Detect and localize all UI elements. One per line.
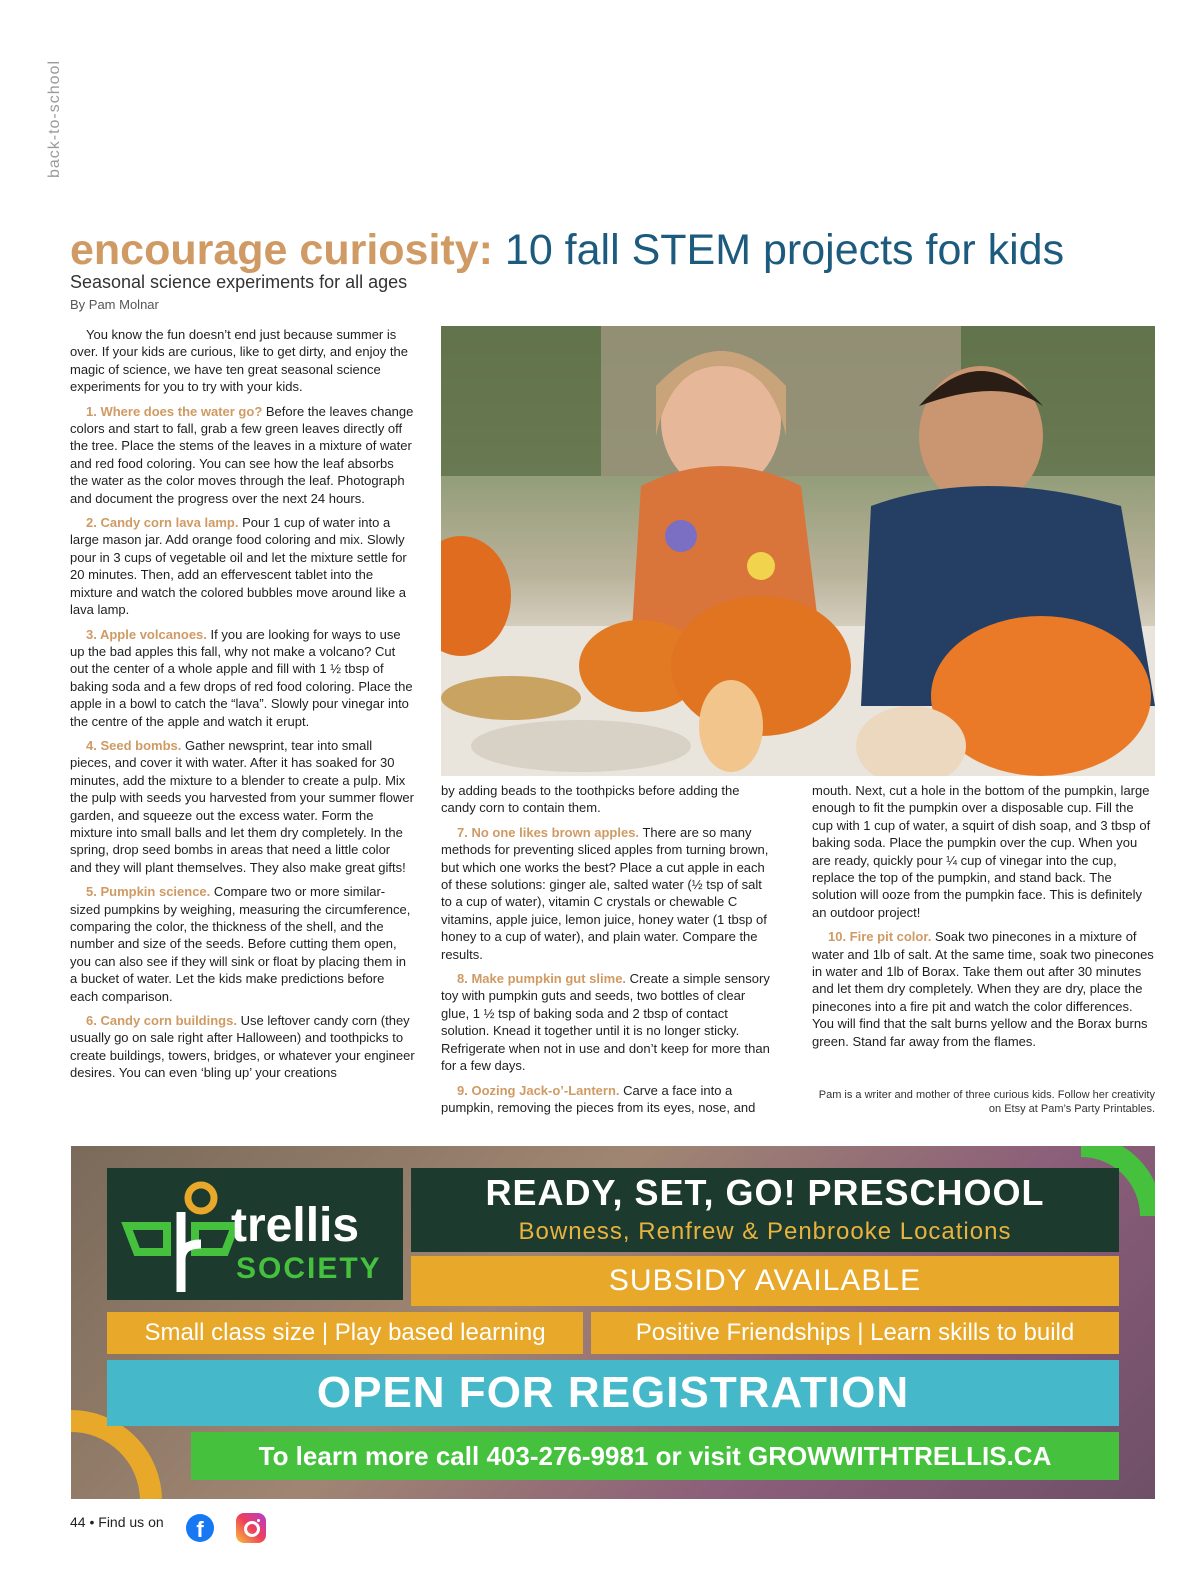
facebook-icon[interactable]: f	[186, 1514, 214, 1542]
trellis-logo-word: trellis	[231, 1199, 360, 1252]
project-8-body: Create a simple sensory toy with pumpkin guts and seeds, two bottles of clear glue, 1 ½ tsp of baking soda and 2 tbsp of contact solution. Knead it together until it is no longer sticky. Refrigerate when not in use and don’t keep for more than for a few days.	[441, 971, 770, 1074]
byline: By Pam Molnar	[70, 297, 159, 312]
project-4-body: Gather newsprint, tear into small pieces, and cover it with water. After it has soaked for 30 minutes, add the mixture to a blender to create a pulp. Mix the pulp with seeds you harvested from your summer flower garden, and squeeze out the excess water. Form the mixture into small balls and let them dry completely. In the spring, drop seed bombs in areas that need a little color and they will plant themselves. They also make great gifts!	[70, 737, 414, 875]
project-9-body: Carve a face into a pumpkin, removing the pieces from its eyes, nose, and	[441, 1082, 756, 1115]
project-1-lead: 1. Where does the water go?	[86, 403, 263, 419]
project-3-lead: 3. Apple volcanoes.	[86, 626, 207, 642]
project-4	[70, 737, 415, 876]
project-3	[70, 626, 415, 730]
project-5-body: Compare two or more similar-sized pumpkins by weighing, measuring the circumference, comparing the color, the thickness of the shell, and the number and size of the seeds. Before cutting them open, you can also see if they will sink or float by placing them in a bucket of water. Let the kids make predictions before each comparison.	[70, 884, 411, 1004]
project-1-body: Before the leaves change colors and start to fall, grab a few green leaves directly off the tree. Place the stems of the leaves in a mixture of water and red food coloring. You can see how the leaf absorbs the water as the color moves through the leaf. Photograph and document the progress over the next 24 hours.	[70, 403, 414, 506]
project-7-lead: 7. No one likes brown apples.	[457, 824, 640, 840]
project-2-body: Pour 1 cup of water into a large mason jar. Add orange food coloring and mix. Slowly pour in 3 cups of vegetable oil and let the mixture settle for 20 minutes. Then, add an effervescent tablet into the mixture and watch the colored bubbles move around like a lava lamp.	[70, 515, 407, 618]
project-10-body: Soak two pinecones in a mixture of water and 1lb of salt. At the same time, soak two pinecones in water and 1lb of Borax. Take them out after 30 minutes and let them dry completely. When they are dry, place the pinecones into a fire pit and watch the color differences. You will find that the salt burns yellow and the Borax burns green. Stand far away from the flames.	[812, 929, 1154, 1049]
kids-pumpkins-photo	[441, 326, 1155, 776]
project-8	[441, 970, 773, 1074]
column-2	[441, 782, 773, 1123]
ad-feature-1: Small class size | Play based learning	[107, 1312, 583, 1354]
headline-part2: 10 fall STEM projects for kids	[504, 226, 1065, 274]
project-4-lead: 4. Seed bombs.	[86, 737, 182, 753]
section-tag-label: back-to-school	[46, 59, 63, 179]
page-number: 44	[70, 1514, 86, 1530]
article-headline	[70, 222, 1160, 278]
project-5-lead: 5. Pumpkin science.	[86, 884, 211, 900]
project-6-lead: 6. Candy corn buildings.	[86, 1013, 237, 1029]
project-9-continued: mouth. Next, cut a hole in the bottom of the pumpkin, large enough to fit the pumpkin over a disposable cup. Fill the cup with 1 cup of water, a squirt of dish soap, and 3 tbsp of baking soda. Place the pumpkin over the cup. When you are ready, quickly pour ¼ cup of vinegar into the cup, replace the top of the pumpkin, and stand back. The solution will ooze from the pumpkin face. This is definitely an outdoor project!	[812, 783, 1151, 920]
instagram-icon[interactable]	[236, 1513, 266, 1543]
ad-locations: Bowness, Renfrew & Penbrooke Locations	[518, 1218, 1012, 1245]
project-3-body: If you are looking for ways to use up the bad apples this fall, why not make a volcano? Cut out the center of a whole apple and fill with 1 ½ tbsp of baking soda and a few drops of red food coloring. Place the apple in a bowl to catch the “lava”. Slowly pour vinegar into the centre of the apple and watch it erupt.	[70, 626, 413, 729]
project-10-lead: 10. Fire pit color.	[828, 929, 932, 945]
project-5	[70, 883, 415, 1005]
ad-feature-2: Positive Friendships | Learn skills to build	[591, 1312, 1119, 1354]
project-6	[70, 1012, 415, 1082]
footer-bullet: •	[89, 1514, 95, 1530]
trellis-sprout-icon	[115, 1168, 245, 1300]
column-3	[812, 782, 1155, 1057]
project-2	[70, 514, 415, 618]
photo-illustration	[441, 326, 1155, 776]
project-6-body: Use leftover candy corn (they usually go on sale right after Halloween) and toothpicks to create buildings, towers, bridges, or whatever your engineer desires. You can even ‘bling up’ your creations	[70, 1013, 415, 1081]
project-6-continued: by adding beads to the toothpicks before adding the candy corn to contain them.	[441, 783, 740, 816]
article-subhead: Seasonal science experiments for all ages	[70, 272, 408, 292]
project-9	[441, 1082, 773, 1117]
column-1	[70, 326, 415, 1089]
project-7-body: There are so many methods for preventing sliced apples from turning brown, but which one works the best? Place a cut apple in each of these solutions: ginger ale, salted water (½ tsp of salt to a cup of water), vitamin C crystals or chewable C vitamins, apple juice, lemon juice, honey water (1 tbsp of honey to a cup of water), and plain water. Compare the results.	[441, 824, 769, 962]
ad-title: READY, SET, GO! PRESCHOOL	[485, 1172, 1045, 1213]
ad-subsidy-banner: SUBSIDY AVAILABLE	[411, 1256, 1119, 1306]
project-7	[441, 824, 773, 963]
author-bio: Pam is a writer and mother of three curious kids. Follow her creativity on Etsy at Pam’s Party Printables.	[818, 1089, 1155, 1115]
headline-part1: encourage curiosity:	[70, 226, 493, 274]
ad-registration-banner: OPEN FOR REGISTRATION	[107, 1360, 1119, 1426]
intro-paragraph: You know the fun doesn’t end just because summer is over. If your kids are curious, like to get dirty, and enjoy the magic of science, we have ten great seasonal science experiments for you to try with your kids.	[70, 327, 408, 395]
find-us-label: Find us on	[98, 1514, 164, 1530]
trellis-logo-society: SOCIETY	[236, 1252, 382, 1285]
project-1	[70, 403, 415, 507]
page-footer	[70, 1514, 164, 1530]
section-tag	[20, 58, 92, 188]
project-10	[812, 928, 1155, 1050]
project-8-lead: 8. Make pumpkin gut slime.	[457, 971, 627, 987]
trellis-advertisement[interactable]	[71, 1146, 1155, 1499]
project-9-lead: 9. Oozing Jack-o’-Lantern.	[457, 1082, 620, 1098]
ad-contact-cta[interactable]: To learn more call 403-276-9981 or visit GROWWITHTRELLIS.CA	[191, 1432, 1119, 1480]
project-2-lead: 2. Candy corn lava lamp.	[86, 515, 239, 531]
